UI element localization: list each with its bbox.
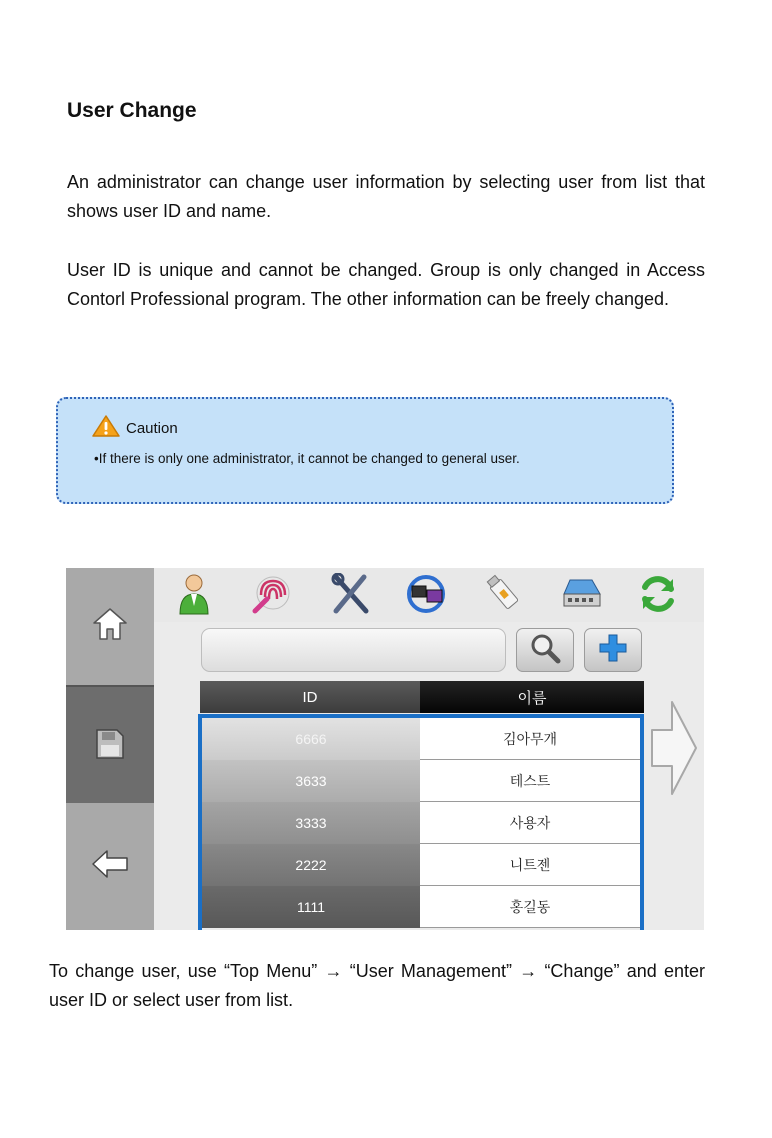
refresh-icon <box>637 573 679 620</box>
user-name-cell: 홍길동 <box>420 886 640 928</box>
top-menu-bar <box>154 568 704 622</box>
tools-icon <box>330 573 370 620</box>
fingerprint-menu-button[interactable] <box>248 572 296 620</box>
caution-text: •If there is only one administrator, it cannot be changed to general user. <box>94 451 520 466</box>
device-screenshot <box>66 568 704 930</box>
table-row[interactable] <box>202 844 640 886</box>
user-id-cell: 3633 <box>202 760 420 802</box>
back-button[interactable] <box>66 803 154 930</box>
user-name-cell: 사용자 <box>420 802 640 844</box>
settings-menu-button[interactable] <box>326 572 374 620</box>
user-id-cell: 2222 <box>202 844 420 886</box>
user-menu-button[interactable] <box>170 572 218 620</box>
next-arrow-icon <box>650 785 698 802</box>
back-arrow-icon <box>91 849 129 884</box>
search-icon <box>529 632 561 669</box>
user-name-cell: 테스트 <box>420 760 640 802</box>
user-list-table <box>198 714 644 930</box>
add-user-button[interactable] <box>584 628 642 672</box>
fingerprint-icon <box>251 573 293 620</box>
section-heading: User Change <box>67 99 197 122</box>
user-id-cell: 6666 <box>202 718 420 760</box>
search-button[interactable] <box>516 628 574 672</box>
rules-paragraph: User ID is unique and cannot be changed. Group is only changed in Access Contorl Professional program. The other information can be freely changed. <box>67 260 705 309</box>
warning-icon <box>92 415 120 442</box>
device-menu-button[interactable] <box>558 572 606 620</box>
search-input[interactable] <box>201 628 506 672</box>
plus-icon <box>597 632 629 669</box>
table-row[interactable] <box>202 802 640 844</box>
home-button[interactable] <box>66 568 154 685</box>
device-icon <box>560 574 604 619</box>
next-page-button[interactable] <box>650 698 698 803</box>
caution-header <box>92 415 178 442</box>
caution-title: Caution <box>126 420 178 437</box>
usb-icon <box>484 572 524 621</box>
network-icon <box>403 573 449 620</box>
caution-box <box>56 397 674 504</box>
user-name-cell: 니트젠 <box>420 844 640 886</box>
user-id-cell: 3333 <box>202 802 420 844</box>
user-name-cell: 김아무개 <box>420 718 640 760</box>
instruction-paragraph: To change user, use “Top Menu” → “User Management” → “Change” and enter user ID or select user from list. <box>49 961 705 1010</box>
table-row[interactable] <box>202 760 640 802</box>
network-menu-button[interactable] <box>402 572 450 620</box>
save-icon <box>95 728 125 765</box>
home-icon <box>92 607 128 646</box>
refresh-menu-button[interactable] <box>634 572 682 620</box>
user-id-cell: 1111 <box>202 886 420 928</box>
table-row[interactable] <box>202 718 640 760</box>
left-nav-bar <box>66 568 154 930</box>
intro-paragraph: An administrator can change user information by selecting user from list that shows user ID and name. <box>67 172 705 221</box>
save-button[interactable] <box>66 685 154 805</box>
column-header-id[interactable]: ID <box>200 681 420 713</box>
usb-menu-button[interactable] <box>480 572 528 620</box>
table-row[interactable] <box>202 886 640 928</box>
user-icon <box>177 572 211 621</box>
column-header-name[interactable]: 이름 <box>420 681 644 713</box>
